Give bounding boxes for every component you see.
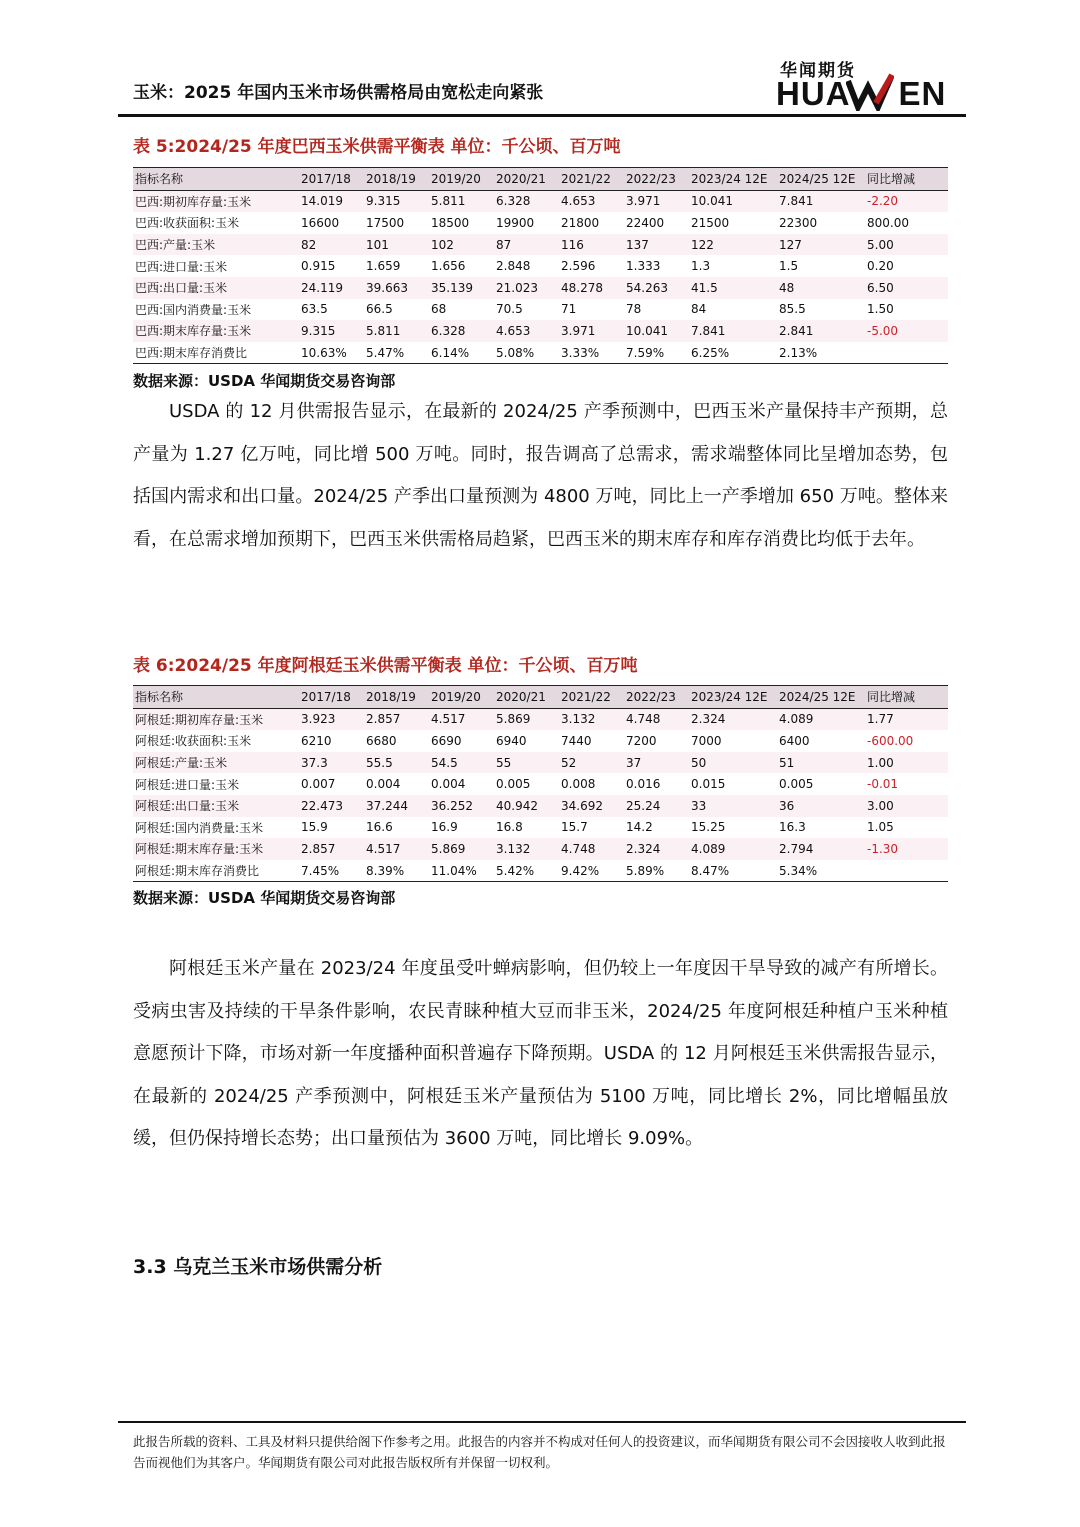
table-cell: 2.324 bbox=[691, 712, 726, 727]
row-label: 阿根廷:产量:玉米 bbox=[135, 756, 228, 771]
paragraph-brazil: USDA 的 12 月供需报告显示，在最新的 2024/25 产季预测中，巴西玉米产量保持丰产预期，总产量为 1.27 亿万吨，同比增 500 万吨。同时，报告调高了总需求，需求端整体同比呈增加态势，包括国内需求和出口量。2024/25 产季出口量预测为 4800 万吨，同比上一产季增加 650 万吨。整体来看，在总需求增加预期下，巴西玉米供需格局趋紧，巴西玉米的期末库存和库存消费比均低于去年。 bbox=[133, 401, 948, 550]
table6-source: 数据来源：USDA 华闻期货交易咨询部 bbox=[133, 889, 396, 907]
table-cell: 68 bbox=[431, 302, 447, 317]
table-cell: 127 bbox=[779, 237, 802, 252]
table-cell: 16600 bbox=[301, 215, 340, 230]
table-cell: 15.7 bbox=[561, 820, 588, 835]
table5-body bbox=[133, 190, 948, 364]
column-header: 2017/18 bbox=[301, 689, 351, 704]
table-cell: 78 bbox=[626, 302, 642, 317]
table-cell: 15.25 bbox=[691, 820, 726, 835]
column-header: 同比增减 bbox=[867, 172, 916, 187]
column-header: 2021/22 bbox=[561, 689, 611, 704]
table-cell: 7440 bbox=[561, 733, 592, 748]
table-cell: 5.811 bbox=[366, 323, 401, 338]
table-cell: 5.34% bbox=[779, 863, 818, 878]
table-cell: 4.653 bbox=[561, 194, 596, 209]
table-row bbox=[133, 860, 948, 882]
table-cell: 7.45% bbox=[301, 863, 340, 878]
table-row bbox=[133, 255, 948, 277]
table5-title: 表 5:2024/25 年度巴西玉米供需平衡表 单位：千公顷、百万吨 bbox=[133, 137, 621, 157]
table-cell: 5.89% bbox=[626, 863, 665, 878]
table-cell: 34.692 bbox=[561, 798, 603, 813]
table-cell: 24.119 bbox=[301, 280, 343, 295]
table-cell: 2.324 bbox=[626, 841, 661, 856]
row-label: 阿根廷:期初库存量:玉米 bbox=[135, 712, 264, 727]
table-cell: 0.008 bbox=[561, 777, 596, 792]
company-logo bbox=[776, 56, 948, 112]
table-cell: 48.278 bbox=[561, 280, 603, 295]
table-cell: 1.77 bbox=[867, 712, 894, 727]
table-cell: 36.252 bbox=[431, 798, 473, 813]
table-cell: 3.971 bbox=[561, 323, 596, 338]
table-cell: 3.33% bbox=[561, 345, 600, 360]
table-row bbox=[133, 320, 948, 342]
column-header: 2022/23 bbox=[626, 689, 676, 704]
table-cell: 9.42% bbox=[561, 863, 600, 878]
table-cell: 40.942 bbox=[496, 798, 538, 813]
column-header: 2024/25 12E bbox=[779, 171, 856, 186]
table-cell: 4.748 bbox=[561, 841, 596, 856]
table-cell: 37.244 bbox=[366, 798, 408, 813]
table-row bbox=[133, 838, 948, 860]
table-cell: 7.841 bbox=[691, 323, 726, 338]
table-row bbox=[133, 212, 948, 234]
table-cell: 84 bbox=[691, 302, 707, 317]
table-cell: 52 bbox=[561, 755, 577, 770]
table-cell: 3.971 bbox=[626, 194, 661, 209]
table-cell: 25.24 bbox=[626, 798, 661, 813]
table-cell: 1.5 bbox=[779, 259, 799, 274]
table-cell: 37.3 bbox=[301, 755, 328, 770]
table-row bbox=[133, 730, 948, 752]
row-label: 巴西:产量:玉米 bbox=[135, 238, 216, 253]
table-cell: 21.023 bbox=[496, 280, 538, 295]
table-cell: 19900 bbox=[496, 215, 535, 230]
table-cell: 3.00 bbox=[867, 798, 894, 813]
page-header-title: 玉米：2025 年国内玉米市场供需格局由宽松走向紧张 bbox=[133, 83, 544, 103]
table-cell: 101 bbox=[366, 237, 389, 252]
row-label: 阿根廷:进口量:玉米 bbox=[135, 777, 240, 792]
table-cell: 800.00 bbox=[867, 215, 909, 230]
table-cell: 33 bbox=[691, 798, 707, 813]
table-cell: 0.004 bbox=[431, 777, 466, 792]
table-cell: 17500 bbox=[366, 215, 405, 230]
table6-title: 表 6:2024/25 年度阿根廷玉米供需平衡表 单位：千公顷、百万吨 bbox=[133, 656, 638, 676]
table-cell: 50 bbox=[691, 755, 707, 770]
table-cell: 0.005 bbox=[779, 777, 814, 792]
table-cell: 102 bbox=[431, 237, 454, 252]
table-row bbox=[133, 342, 948, 364]
table-cell: 7200 bbox=[626, 733, 657, 748]
table-cell: 0.005 bbox=[496, 777, 531, 792]
table-cell: -1.30 bbox=[867, 841, 899, 856]
paragraph-argentina: 阿根廷玉米产量在 2023/24 年度虽受叶蝉病影响，但仍较上一年度因干旱导致的减产有所增长。受病虫害及持续的干旱条件影响，农民青睐种植大豆而非玉米，2024/25 年度阿根廷种植户玉米种植意愿预计下降，市场对新一年度播种面积普遍存下降预期。USDA 的 12 月阿根廷玉米供需报告显示，在最新的 2024/25 产季预测中，阿根廷玉米产量预估为 5100 万吨，同比增长 2%，同比增幅虽放缓，但仍保持增长态势；出口量预估为 3600 万吨，同比增长 9.09%。 bbox=[133, 958, 948, 1149]
table-cell bbox=[865, 342, 948, 364]
table-cell: 5.869 bbox=[431, 841, 466, 856]
table-cell: -5.00 bbox=[867, 323, 899, 338]
table-cell: 0.20 bbox=[867, 259, 894, 274]
table-cell: 6940 bbox=[496, 733, 527, 748]
table-row bbox=[133, 752, 948, 774]
table-cell: 48 bbox=[779, 280, 795, 295]
table-row bbox=[133, 817, 948, 839]
table-cell: 55.5 bbox=[366, 755, 393, 770]
table-cell: 6.328 bbox=[496, 194, 531, 209]
table-cell: 6690 bbox=[431, 733, 462, 748]
table-cell: 37 bbox=[626, 755, 642, 770]
row-label: 巴西:期末库存量:玉米 bbox=[135, 324, 252, 339]
table-cell: 66.5 bbox=[366, 302, 393, 317]
table6-argentina-balance bbox=[133, 685, 948, 882]
column-header: 2020/21 bbox=[496, 171, 546, 186]
table-cell: 5.811 bbox=[431, 194, 466, 209]
table-cell: 36 bbox=[779, 798, 795, 813]
table-cell: 85.5 bbox=[779, 302, 806, 317]
table-row bbox=[133, 773, 948, 795]
logo-text-left: HUA bbox=[776, 75, 851, 112]
table-cell: 0.015 bbox=[691, 777, 726, 792]
table-cell: 6.25% bbox=[691, 345, 730, 360]
table-row bbox=[133, 708, 948, 730]
table-cell: 51 bbox=[779, 755, 795, 770]
table-cell: 4.517 bbox=[431, 712, 466, 727]
logo-text-right: EN bbox=[898, 75, 947, 112]
column-header: 2018/19 bbox=[366, 689, 416, 704]
table-cell: -0.01 bbox=[867, 777, 899, 792]
table-cell: 1.3 bbox=[691, 259, 711, 274]
row-label: 阿根廷:出口量:玉米 bbox=[135, 799, 240, 814]
table-row bbox=[133, 299, 948, 321]
table-cell: 1.656 bbox=[431, 259, 466, 274]
table-cell: 18500 bbox=[431, 215, 470, 230]
header-divider bbox=[118, 114, 966, 117]
column-header: 2023/24 12E bbox=[691, 171, 768, 186]
row-label: 巴西:期初库存量:玉米 bbox=[135, 194, 252, 209]
table-cell: 54.5 bbox=[431, 755, 458, 770]
column-header: 2023/24 12E bbox=[691, 689, 768, 704]
table-cell: 0.004 bbox=[366, 777, 401, 792]
table-cell: 21500 bbox=[691, 215, 730, 230]
table-cell: 16.9 bbox=[431, 820, 458, 835]
column-header: 2020/21 bbox=[496, 689, 546, 704]
table-row bbox=[133, 795, 948, 817]
table-cell: 10.63% bbox=[301, 345, 347, 360]
table-cell: 6400 bbox=[779, 733, 810, 748]
column-header: 2019/20 bbox=[431, 171, 481, 186]
row-label: 巴西:进口量:玉米 bbox=[135, 259, 228, 274]
table5-header bbox=[133, 168, 948, 191]
table-cell: 1.05 bbox=[867, 820, 894, 835]
table-cell: 15.9 bbox=[301, 820, 328, 835]
table-cell: 35.139 bbox=[431, 280, 473, 295]
table-row bbox=[133, 277, 948, 299]
table-cell: 6.50 bbox=[867, 280, 894, 295]
table-cell: 4.653 bbox=[496, 323, 531, 338]
row-label: 巴西:国内消费量:玉米 bbox=[135, 302, 252, 317]
table-cell: 3.132 bbox=[561, 712, 596, 727]
table-cell: 2.857 bbox=[366, 712, 401, 727]
table-cell: 10.041 bbox=[691, 194, 733, 209]
table-cell: 8.47% bbox=[691, 863, 730, 878]
table-cell: 2.857 bbox=[301, 841, 336, 856]
table-cell: 2.841 bbox=[779, 323, 814, 338]
table-cell: 22300 bbox=[779, 215, 818, 230]
column-header: 2022/23 bbox=[626, 171, 676, 186]
table-cell: 4.748 bbox=[626, 712, 661, 727]
table-cell: 6680 bbox=[366, 733, 397, 748]
table-cell: 14.019 bbox=[301, 194, 343, 209]
table-cell: 2.13% bbox=[779, 345, 818, 360]
table-cell: 2.596 bbox=[561, 259, 596, 274]
table-cell: 55 bbox=[496, 755, 512, 770]
row-label: 巴西:期末库存消费比 bbox=[135, 346, 248, 361]
table-cell: 116 bbox=[561, 237, 584, 252]
table-cell: 2.794 bbox=[779, 841, 814, 856]
table-cell: 2.848 bbox=[496, 259, 531, 274]
column-header: 2017/18 bbox=[301, 171, 351, 186]
table-cell: 7.59% bbox=[626, 345, 665, 360]
section-heading: 3.3 乌克兰玉米市场供需分析 bbox=[133, 1256, 383, 1278]
row-label: 阿根廷:期末库存消费比 bbox=[135, 864, 260, 879]
table-cell: 4.517 bbox=[366, 841, 401, 856]
table-cell: 10.041 bbox=[626, 323, 668, 338]
table-cell: 41.5 bbox=[691, 280, 718, 295]
table6-header bbox=[133, 686, 948, 709]
row-label: 巴西:出口量:玉米 bbox=[135, 281, 228, 296]
table-cell: 1.659 bbox=[366, 259, 401, 274]
table-cell: 6.328 bbox=[431, 323, 466, 338]
table-cell: 9.315 bbox=[366, 194, 401, 209]
table5-brazil-balance bbox=[133, 167, 948, 364]
table-cell: 63.5 bbox=[301, 302, 328, 317]
table-cell: 5.08% bbox=[496, 345, 535, 360]
table-cell: 6.14% bbox=[431, 345, 470, 360]
table-cell: 11.04% bbox=[431, 863, 477, 878]
logo-w-mark-icon bbox=[846, 73, 894, 111]
table-cell: 122 bbox=[691, 237, 714, 252]
table-cell: 87 bbox=[496, 237, 512, 252]
table-cell: 7.841 bbox=[779, 194, 814, 209]
column-header: 2024/25 12E bbox=[779, 689, 856, 704]
table-cell: 70.5 bbox=[496, 302, 523, 317]
table-cell: 16.3 bbox=[779, 820, 806, 835]
table-cell: 3.923 bbox=[301, 712, 336, 727]
table-cell: 71 bbox=[561, 302, 577, 317]
table-cell: 8.39% bbox=[366, 863, 405, 878]
column-header: 2021/22 bbox=[561, 171, 611, 186]
table-cell: 6210 bbox=[301, 733, 332, 748]
table-cell: 1.00 bbox=[867, 755, 894, 770]
table5-source: 数据来源：USDA 华闻期货交易咨询部 bbox=[133, 372, 396, 390]
column-header: 同比增减 bbox=[867, 690, 916, 705]
table-cell: 9.315 bbox=[301, 323, 336, 338]
table-cell: 54.263 bbox=[626, 280, 668, 295]
column-header: 2019/20 bbox=[431, 689, 481, 704]
row-label: 阿根廷:期末库存量:玉米 bbox=[135, 842, 264, 857]
column-header: 指标名称 bbox=[135, 172, 184, 187]
table-cell: 0.915 bbox=[301, 259, 336, 274]
table-cell: 4.089 bbox=[691, 841, 726, 856]
table-cell: 4.089 bbox=[779, 712, 814, 727]
table-cell: 39.663 bbox=[366, 280, 408, 295]
table-cell: 16.6 bbox=[366, 820, 393, 835]
table-cell: 137 bbox=[626, 237, 649, 252]
table-cell: 1.50 bbox=[867, 302, 894, 317]
table-cell: 0.007 bbox=[301, 777, 336, 792]
table-cell: 1.333 bbox=[626, 259, 661, 274]
table-cell: 3.132 bbox=[496, 841, 531, 856]
table-cell: 5.42% bbox=[496, 863, 535, 878]
footer-divider bbox=[118, 1421, 966, 1423]
column-header: 指标名称 bbox=[135, 690, 184, 705]
row-label: 阿根廷:国内消费量:玉米 bbox=[135, 820, 264, 835]
row-label: 巴西:收获面积:玉米 bbox=[135, 216, 240, 231]
logo-chinese-name: 华闻期货 bbox=[780, 61, 856, 81]
table-cell: 22.473 bbox=[301, 798, 343, 813]
table-cell: 16.8 bbox=[496, 820, 523, 835]
table-cell: -2.20 bbox=[867, 194, 899, 209]
table-cell: 5.869 bbox=[496, 712, 531, 727]
row-label: 阿根廷:收获面积:玉米 bbox=[135, 734, 252, 749]
table6-body bbox=[133, 708, 948, 882]
table-cell: 14.2 bbox=[626, 820, 653, 835]
column-header: 2018/19 bbox=[366, 171, 416, 186]
table-cell bbox=[865, 860, 948, 882]
table-cell: 21800 bbox=[561, 215, 600, 230]
table-cell: 5.00 bbox=[867, 237, 894, 252]
table-cell: 7000 bbox=[691, 733, 722, 748]
table-cell: 82 bbox=[301, 237, 317, 252]
disclaimer-footer: 此报告所载的资料、工具及材料只提供给阁下作参考之用。此报告的内容并不构成对任何人的投资建议，而华闻期货有限公司不会因接收人收到此报告而视他们为其客户。华闻期货有限公司对此报告版权所有并保留一切权利。 bbox=[133, 1434, 946, 1470]
table-cell: 5.47% bbox=[366, 345, 405, 360]
table-row bbox=[133, 190, 948, 212]
table-cell: 22400 bbox=[626, 215, 665, 230]
table-cell: 0.016 bbox=[626, 777, 661, 792]
table-row bbox=[133, 234, 948, 256]
table-cell: -600.00 bbox=[867, 733, 914, 748]
